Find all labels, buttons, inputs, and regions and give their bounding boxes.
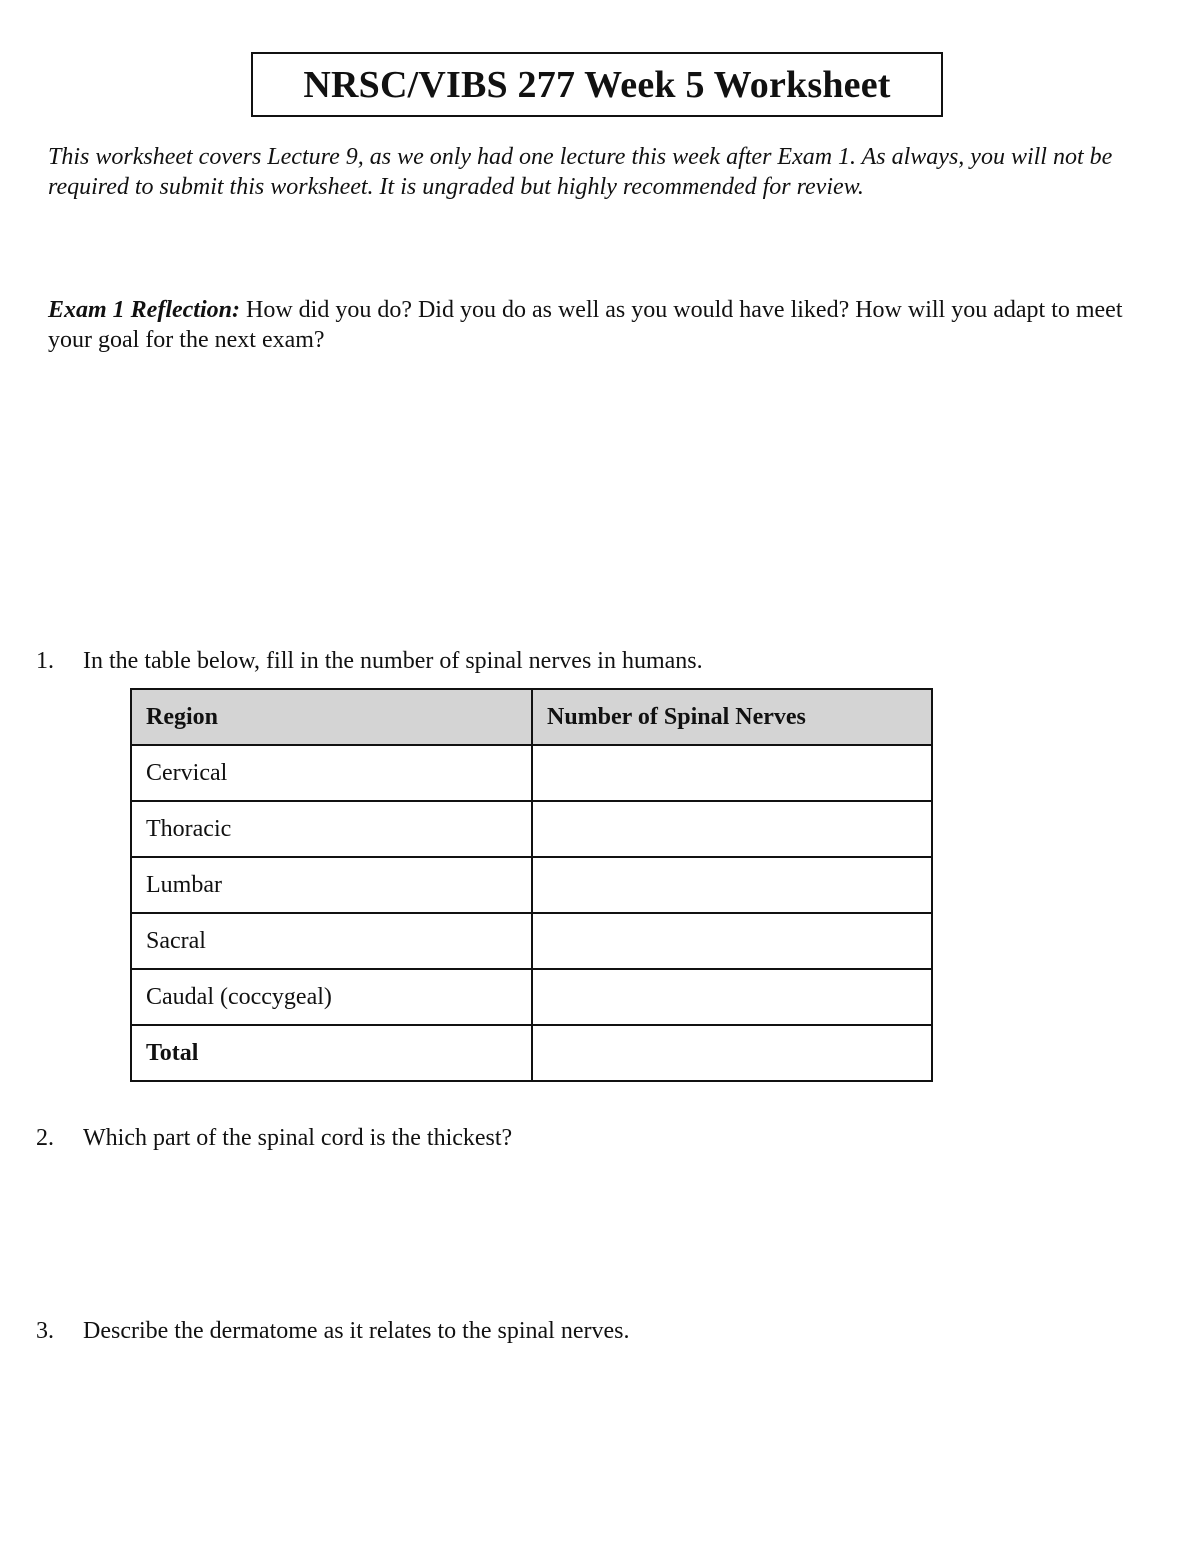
table-row-total	[131, 1025, 932, 1081]
question-2	[36, 1123, 512, 1153]
region-cell: Caudal (coccygeal)	[131, 969, 532, 1025]
table-row	[131, 801, 932, 857]
region-cell: Lumbar	[131, 857, 532, 913]
reflection-text: How did you do? Did you do as well as you would have liked? How will you adapt to meet your goal for the next exam?	[48, 297, 1123, 353]
question-text: Describe the dermatome as it relates to the spinal nerves.	[83, 1318, 630, 1344]
table-row	[131, 969, 932, 1025]
question-number: 1.	[36, 648, 54, 674]
question-number: 3.	[36, 1318, 54, 1344]
question-1	[36, 646, 703, 676]
reflection-paragraph	[48, 295, 1128, 355]
count-cell[interactable]	[532, 969, 932, 1025]
count-cell[interactable]	[532, 745, 932, 801]
column-header-region: Region	[131, 689, 532, 745]
intro-paragraph: This worksheet covers Lecture 9, as we only had one lecture this week after Exam 1. As always, you will not be required to submit this worksheet. It is ungraded but highly recommended for review.	[48, 144, 1113, 200]
region-cell: Cervical	[131, 745, 532, 801]
table-row	[131, 745, 932, 801]
total-label-cell: Total	[131, 1025, 532, 1081]
count-cell[interactable]	[532, 857, 932, 913]
question-number: 2.	[36, 1125, 54, 1151]
table-row	[131, 913, 932, 969]
count-cell[interactable]	[532, 913, 932, 969]
table-row	[131, 857, 932, 913]
reflection-label: Exam 1 Reflection:	[48, 297, 240, 323]
column-header-count: Number of Spinal Nerves	[532, 689, 932, 745]
table-header-row	[131, 689, 932, 745]
question-text: Which part of the spinal cord is the thickest?	[83, 1125, 513, 1151]
total-count-cell[interactable]	[532, 1025, 932, 1081]
question-text: In the table below, fill in the number of spinal nerves in humans.	[83, 648, 703, 674]
title-box	[251, 52, 943, 117]
count-cell[interactable]	[532, 801, 932, 857]
page-title: NRSC/VIBS 277 Week 5 Worksheet	[303, 63, 891, 106]
region-cell: Thoracic	[131, 801, 532, 857]
spinal-nerves-table	[130, 688, 933, 1082]
question-3	[36, 1316, 629, 1346]
region-cell: Sacral	[131, 913, 532, 969]
